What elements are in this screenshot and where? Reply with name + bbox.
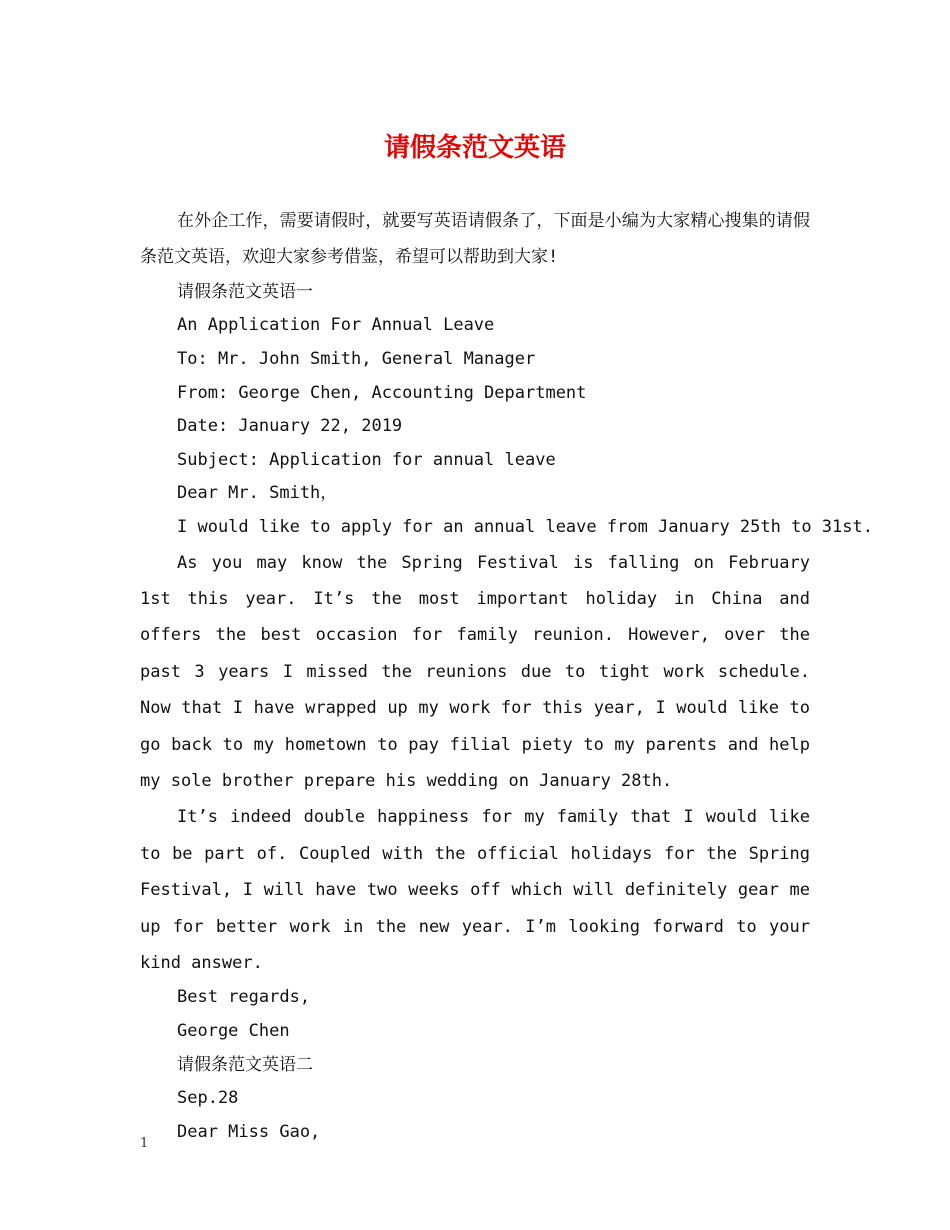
- letter-opening-line: I would like to apply for an annual leave from January 25th to 31st.: [177, 516, 873, 537]
- letter-paragraph-2: It’s indeed double happiness for my family that I would like to be part of. Coupled with the official holidays for the Spring Festival, I will have two weeks off which will definitely gear me up for better work in the new year. I’m looking forward to your kind answer.: [140, 807, 810, 974]
- letter-paragraph-1: As you may know the Spring Festival is falling on February 1st this year. It’s the most important holiday in China and offers the best occasion for family reunion. However, over the past 3 years I missed the reunions due to tight work schedule. Now that I have wrapped up my work for this year, I would like to go back to my hometown to pay filial piety to my parents and help my sole brother prepare his wedding on January 28th.: [140, 552, 810, 791]
- letter-from: From: George Chen, Accounting Department: [177, 382, 587, 403]
- sample2-date: Sep.28: [177, 1088, 239, 1109]
- letter-signature: George Chen: [177, 1021, 290, 1042]
- letter-title: An Application For Annual Leave: [177, 315, 495, 336]
- letter-closing: Best regards,: [177, 987, 311, 1008]
- letter-date: Date: January 22, 2019: [177, 416, 403, 437]
- letter-subject: Subject: Application for annual leave: [177, 449, 556, 470]
- page-number: 1: [140, 1136, 149, 1151]
- sample1-heading: 请假条范文英语一: [177, 281, 313, 302]
- intro-paragraph: 在外企工作，需要请假时，就要写英语请假条了，下面是小编为大家精心搜集的请假条范文英语，欢迎大家参考借鉴，希望可以帮助到大家!: [140, 211, 810, 268]
- document-title: 请假条范文英语: [383, 133, 566, 163]
- document-body: [140, 203, 873, 1149]
- letter-greeting: Dear Mr. Smith，: [177, 483, 338, 504]
- sample2-heading: 请假条范文英语二: [177, 1054, 313, 1075]
- letter-to: To: Mr. John Smith, General Manager: [177, 349, 536, 369]
- sample2-greeting: Dear Miss Gao,: [177, 1121, 321, 1142]
